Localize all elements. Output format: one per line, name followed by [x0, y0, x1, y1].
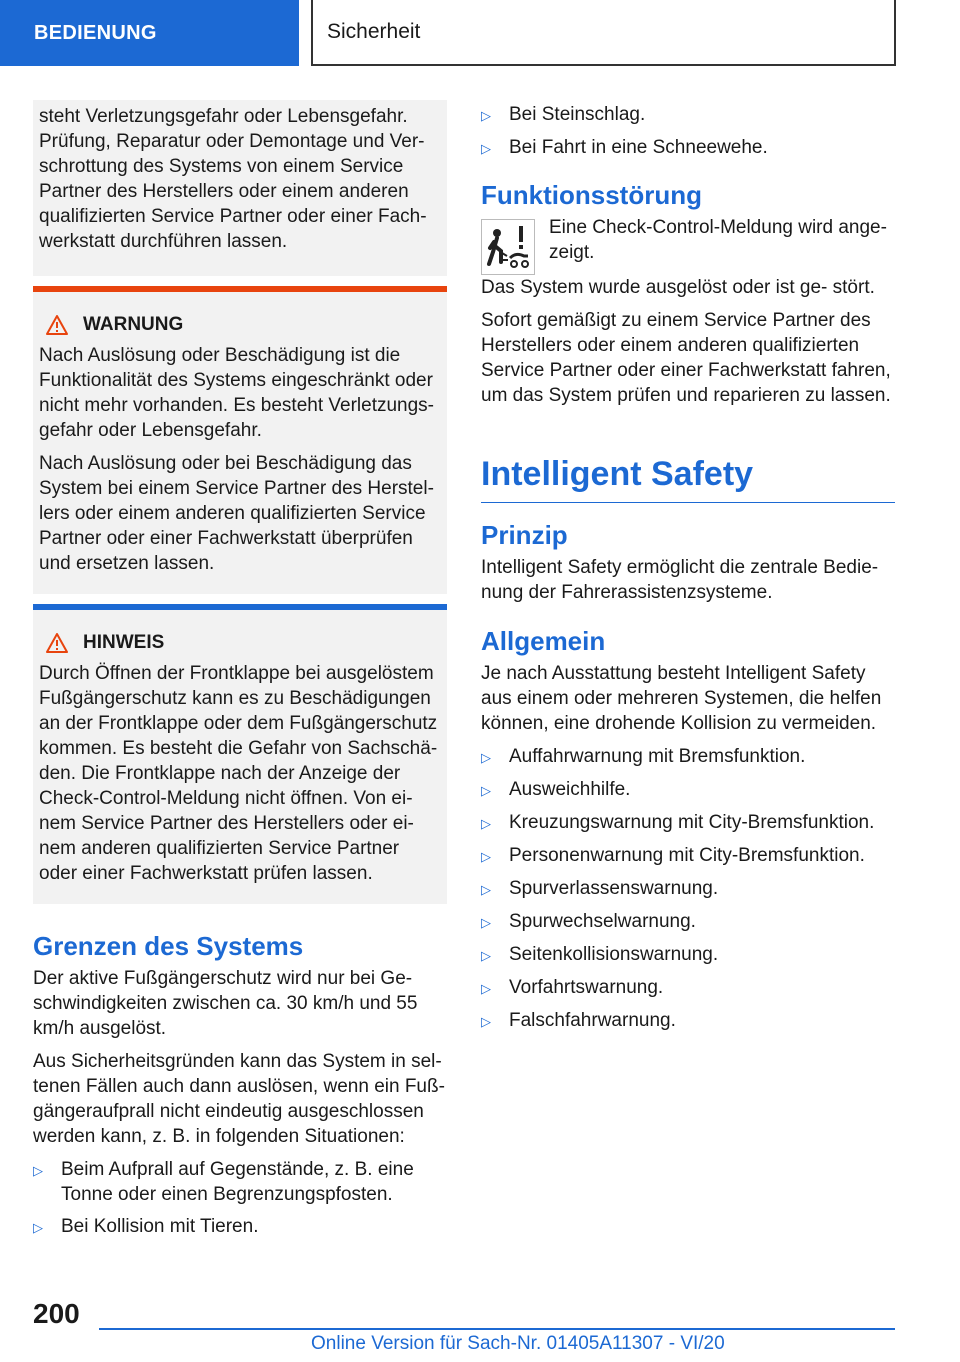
warning-triangle-icon	[45, 314, 69, 336]
bullet-icon: ▷	[481, 1014, 491, 1029]
general-text: Je nach Ausstattung besteht Intelligent Safety aus einem oder mehreren Systemen, die helfen können, eine drohende Kollision zu vermeiden.	[481, 663, 882, 734]
bullet-icon: ▷	[481, 108, 491, 123]
fault-heading: Funktionsstörung	[481, 180, 702, 210]
list-item	[481, 876, 895, 902]
list-item-text: Ausweichhilfe.	[509, 779, 631, 800]
limits-heading: Grenzen des Systems	[33, 931, 304, 961]
warning-title: WARNUNG	[83, 314, 184, 335]
fault-text-3: Sofort gemäßigt zu einem Service Partner des Herstellers oder einem anderen qualifizierten Service Partner oder einer Fachwerkstatt fahren, um das System prüfen und reparieren zu lassen.	[481, 310, 891, 406]
continued-note-box	[33, 100, 447, 276]
bullet-icon: ▷	[33, 1163, 43, 1178]
list-item-text: Auffahrwarnung mit Bremsfunktion.	[509, 746, 806, 767]
right-column	[481, 102, 895, 1041]
list-item-text: Kreuzungswarnung mit City-Bremsfunktion.	[509, 812, 875, 833]
list-item-text: Beim Aufprall auf Gegenstände, z. B. eine Tonne oder einen Begrenzungspfosten.	[61, 1159, 414, 1205]
list-item	[481, 942, 895, 968]
page-number: 200	[33, 1298, 80, 1329]
bullet-icon: ▷	[481, 750, 491, 765]
bullet-icon: ▷	[481, 981, 491, 996]
principle-heading: Prinzip	[481, 520, 568, 550]
left-column	[33, 100, 447, 1247]
list-item	[481, 810, 895, 836]
list-item	[33, 1157, 447, 1207]
notice-title-row	[39, 630, 441, 655]
bullet-icon: ▷	[481, 849, 491, 864]
limits-list	[33, 1157, 447, 1240]
notice-text: Durch Öffnen der Frontklappe bei ausgelöstem Fußgängerschutz kann es zu Beschädigungen an der Frontklappe oder dem Fußgängerschutz kommen. Es besteht die Gefahr von Sachschä- den. Die Frontklappe nach der Anzeige der Check-Control-Meldung nicht öffnen. Von ei- nem Service Partner des Herstellers oder ei- nem anderen qualifizierten Service Partner oder einer Fachwerkstatt prüfen lassen.	[39, 663, 438, 884]
continued-note-text: steht Verletzungsgefahr oder Lebensgefahr. Prüfung, Reparatur oder Demontage und Ver- schrottung des Systems von einem Service Partner des Herstellers oder einem anderen qualifizierten Service Partner oder einer Fach- werkstatt durchführen lassen.	[39, 106, 427, 252]
list-item	[481, 744, 895, 770]
limits-text-1: Der aktive Fußgängerschutz wird nur bei Ge- schwindigkeiten zwischen ca. 30 km/h und 55 km/h ausgelöst.	[33, 968, 418, 1039]
principle-text: Intelligent Safety ermöglicht die zentrale Bedie- nung der Fahrerassistenzsysteme.	[481, 557, 879, 603]
list-item-text: Vorfahrtswarnung.	[509, 977, 664, 998]
intelligent-safety-heading: Intelligent Safety	[481, 452, 895, 503]
general-heading: Allgemein	[481, 626, 606, 656]
situations-list-continued	[481, 102, 895, 161]
bullet-icon: ▷	[481, 882, 491, 897]
fault-text-1: Eine Check-Control-Meldung wird ange- zeigt.	[549, 217, 887, 263]
notice-box	[33, 604, 447, 904]
notice-title: HINWEIS	[83, 632, 165, 653]
list-item-text: Falschfahrwarnung.	[509, 1010, 676, 1031]
bullet-icon: ▷	[481, 141, 491, 156]
list-item	[481, 777, 895, 803]
fault-message-row	[481, 215, 895, 275]
bullet-icon: ▷	[481, 783, 491, 798]
limits-text-2: Aus Sicherheitsgründen kann das System in sel- tenen Fällen auch dann auslösen, wenn ein Fuß- gängeraufprall nicht eindeutig ausgeschlossen werden kann, z. B. in folgenden Situationen:	[33, 1051, 445, 1147]
header-section-tab: BEDIENUNG	[0, 0, 299, 66]
list-item	[481, 843, 895, 869]
bullet-icon: ▷	[481, 948, 491, 963]
list-item-text: Spurwechselwarnung.	[509, 911, 696, 932]
list-item	[481, 909, 895, 935]
fault-text-2: Das System wurde ausgelöst oder ist ge- stört.	[481, 277, 875, 298]
header-chapter-title: Sicherheit	[311, 0, 896, 66]
assist-systems-list	[481, 744, 895, 1034]
list-item	[481, 135, 895, 161]
pedestrian-collision-icon	[481, 219, 535, 275]
bullet-icon: ▷	[481, 816, 491, 831]
list-item	[481, 102, 895, 128]
notice-triangle-icon	[45, 632, 69, 654]
bullet-icon: ▷	[33, 1220, 43, 1235]
warning-title-row	[39, 312, 441, 337]
list-item-text: Spurverlassenswarnung.	[509, 878, 719, 899]
footer-divider	[99, 1328, 895, 1330]
bullet-icon: ▷	[481, 915, 491, 930]
list-item-text: Bei Fahrt in eine Schneewehe.	[509, 137, 768, 158]
warning-text-2: Nach Auslösung oder bei Beschädigung das System bei einem Service Partner des Herstel- lers oder einem anderen qualifizierten Service Partner oder einer Fachwerkstatt überprüfen und ersetzen lassen.	[39, 453, 434, 574]
list-item-text: Personenwarnung mit City-Bremsfunktion.	[509, 845, 865, 866]
list-item	[481, 975, 895, 1001]
online-version-note: Online Version für Sach-Nr. 01405A11307 - VI/20	[311, 1333, 725, 1354]
list-item	[33, 1214, 447, 1240]
warning-text-1: Nach Auslösung oder Beschädigung ist die Funktionalität des Systems eingeschränkt oder nicht mehr vorhanden. Es besteht Verletzungs- gefahr oder Lebensgefahr.	[39, 345, 435, 441]
list-item-text: Bei Steinschlag.	[509, 104, 646, 125]
fault-message-text-block	[549, 215, 895, 275]
list-item-text: Bei Kollision mit Tieren.	[61, 1216, 259, 1237]
list-item	[481, 1008, 895, 1034]
list-item-text: Seitenkollisionswarnung.	[509, 944, 719, 965]
warning-box	[33, 286, 447, 594]
